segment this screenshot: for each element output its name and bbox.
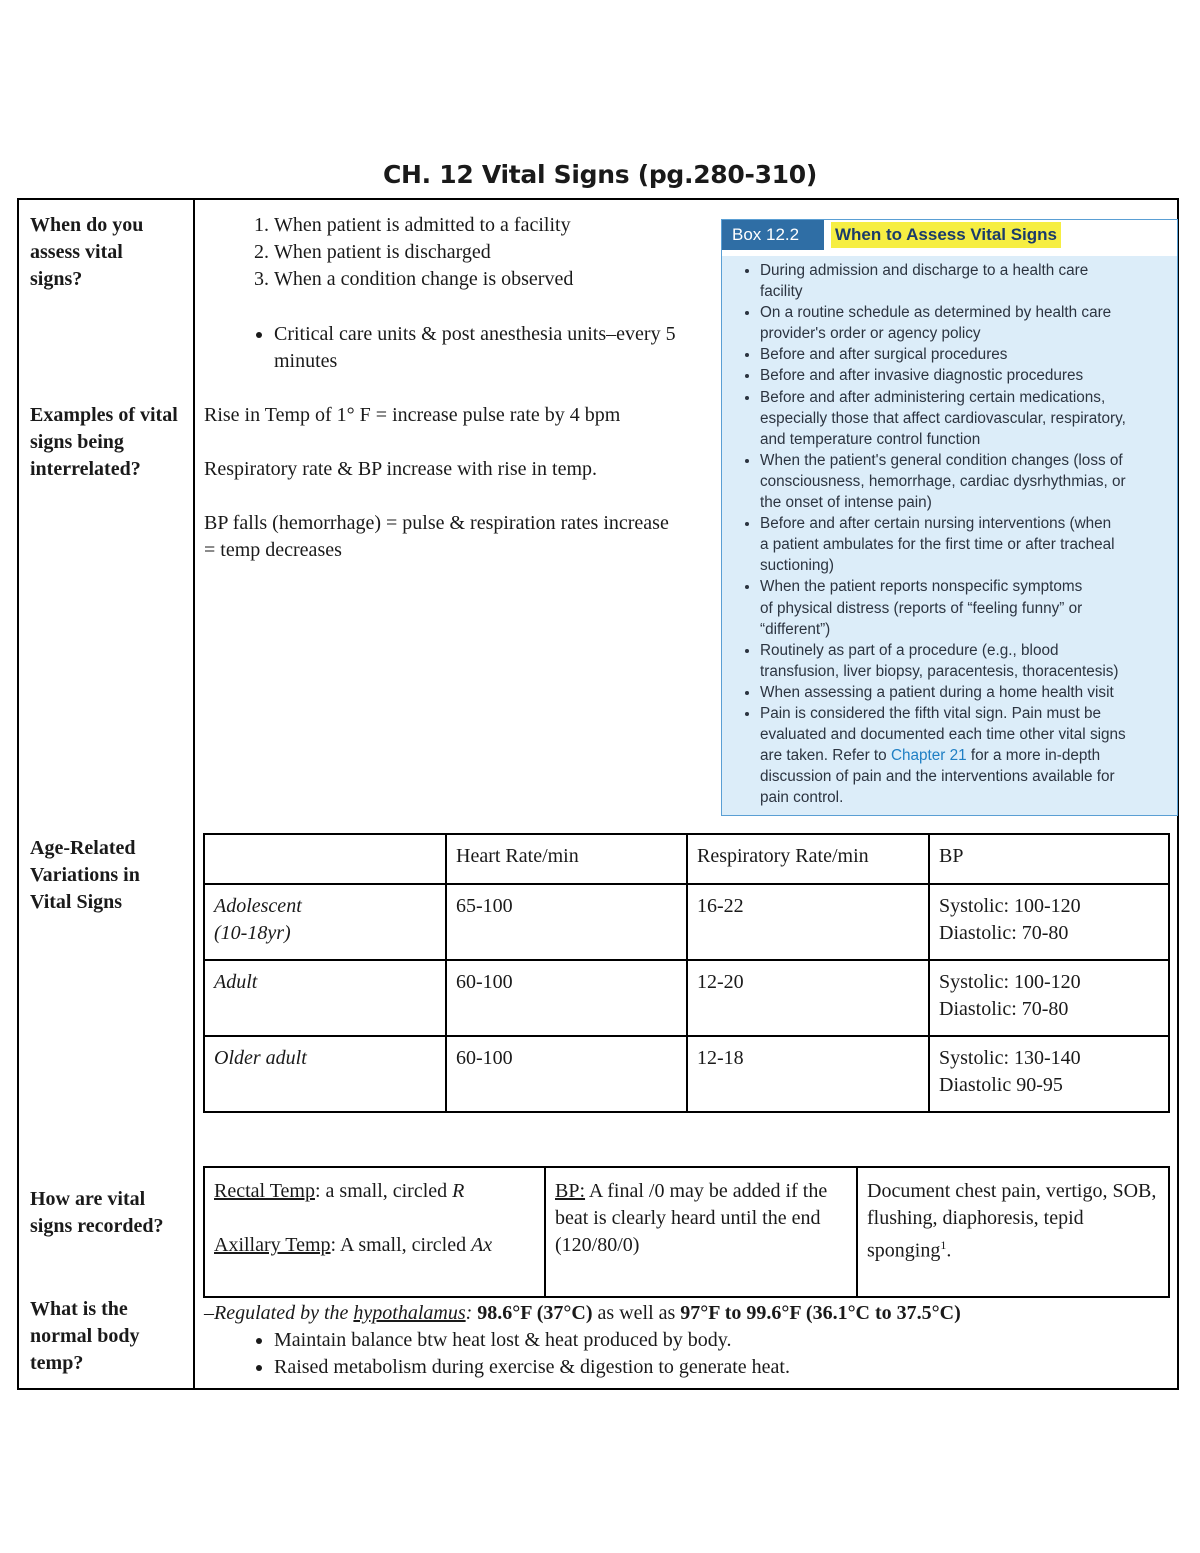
list-item: • When the patient's general condition changes (loss of consciousness, hemorrhage, cardiac dysrhythmias, or the onset of intense pain) xyxy=(760,450,1178,513)
list-item: • Routinely as part of a procedure (e.g., blood transfusion, liver biopsy, paracentesis, thoracentesis) xyxy=(760,640,1178,682)
table-cell: BP: A final /0 may be added if the beat is clearly heard until the end (120/80/0) xyxy=(545,1167,857,1297)
box-header xyxy=(722,220,1177,250)
interrelated-line-3: BP falls (hemorrhage) = pulse & respiration rates increase = temp decreases xyxy=(204,512,669,561)
assessment-steps-list xyxy=(208,212,714,293)
question-normal: What is the normal body temp? xyxy=(30,1298,140,1374)
list-item: • Pain is considered the fifth vital sign. Pain must be evaluated and documented each time other vital signs are taken. Refer to Chapter 21 for a more in-depth discussion of pain and the interventions available for pain control. xyxy=(760,703,1178,808)
table-cell: Systolic: 100-120 Diastolic: 70-80 xyxy=(929,884,1169,960)
interrelated-line-1: Rise in Temp of 1° F = increase pulse rate by 4 bpm xyxy=(204,404,621,426)
normal-temp-bullets xyxy=(208,1327,1168,1381)
list-item: • Before and after surgical procedures xyxy=(760,344,1178,365)
list-item: • Before and after invasive diagnostic procedures xyxy=(760,365,1178,386)
table-cell: Older adult xyxy=(204,1036,446,1112)
box-12-2-figure xyxy=(721,219,1178,816)
table-cell: 12-20 xyxy=(687,960,929,1036)
page-title: CH. 12 Vital Signs (pg.280-310) xyxy=(383,160,817,189)
table-cell: 60-100 xyxy=(446,960,687,1036)
table-cell: 12-18 xyxy=(687,1036,929,1112)
list-item: • Before and after certain nursing interventions (when a patient ambulates for the first time or after tracheal suctioning) xyxy=(760,513,1178,576)
list-item: 3. When a condition change is observed xyxy=(274,266,714,293)
question-recorded: How are vital signs recorded? xyxy=(30,1188,164,1237)
list-item: • During admission and discharge to a health care facility xyxy=(760,260,1178,302)
list-item: • When assessing a patient during a home health visit xyxy=(760,682,1178,703)
list-item: • Maintain balance btw heat lost & heat produced by body. xyxy=(274,1327,1168,1354)
normal-temp-line: –Regulated by the hypothalamus: 98.6°F (37°C) as well as 97°F to 99.6°F (36.1°C to 37.5°C) xyxy=(204,1302,961,1324)
chapter-21-link[interactable]: Chapter 21 xyxy=(890,747,967,765)
table-cell: Adult xyxy=(204,960,446,1036)
table-row xyxy=(204,960,1169,1036)
column-divider xyxy=(193,198,195,1390)
list-item: 1. When patient is admitted to a facility xyxy=(274,212,714,239)
table-header-cell: Heart Rate/min xyxy=(446,834,687,884)
table-row xyxy=(204,884,1169,960)
table-row xyxy=(204,1036,1169,1112)
interrelated-line-2: Respiratory rate & BP increase with rise in temp. xyxy=(204,458,598,480)
table-cell: 16-22 xyxy=(687,884,929,960)
table-row xyxy=(204,1167,1169,1297)
table-cell: 65-100 xyxy=(446,884,687,960)
list-item: • When the patient reports nonspecific symptoms of physical distress (reports of “feeling funny” or “different”) xyxy=(760,576,1178,639)
table-header-cell: BP xyxy=(929,834,1169,884)
question-interrelated: Examples of vital signs being interrelated? xyxy=(30,404,178,480)
table-cell: Rectal Temp: a small, circled R Axillary Temp: A small, circled Ax xyxy=(204,1167,545,1297)
list-item: • Before and after administering certain medications, especially those that affect cardiovascular, respiratory, and temperature control function xyxy=(760,387,1178,450)
list-item: • On a routine schedule as determined by health care provider's order or agency policy xyxy=(760,302,1178,344)
table-header-cell: Respiratory Rate/min xyxy=(687,834,929,884)
list-item: • Raised metabolism during exercise & digestion to generate heat. xyxy=(274,1354,1168,1381)
table-header-row xyxy=(204,834,1169,884)
table-cell: 60-100 xyxy=(446,1036,687,1112)
critical-care-bullet-wrap xyxy=(208,321,678,375)
box-list xyxy=(738,260,1178,808)
table-cell: Document chest pain, vertigo, SOB, flushing, diaphoresis, tepid sponging$^1$. xyxy=(857,1167,1169,1297)
table-cell: Adolescent (10-18yr) xyxy=(204,884,446,960)
age-variations-table xyxy=(203,833,1170,1113)
box-number: Box 12.2 xyxy=(722,220,824,250)
question-when: When do you assess vital signs? xyxy=(30,214,144,290)
critical-care-bullet: • Critical care units & post anesthesia units–every 5 minutes xyxy=(274,321,678,375)
question-age: Age-Related Variations in Vital Signs xyxy=(30,837,140,913)
table-cell: Systolic: 100-120 Diastolic: 70-80 xyxy=(929,960,1169,1036)
box-divider xyxy=(722,250,1177,256)
table-cell: Systolic: 130-140 Diastolic 90-95 xyxy=(929,1036,1169,1112)
list-item: 2. When patient is discharged xyxy=(274,239,714,266)
box-title: When to Assess Vital Signs xyxy=(831,222,1061,248)
table-header-cell xyxy=(204,834,446,884)
recording-table xyxy=(203,1166,1170,1298)
